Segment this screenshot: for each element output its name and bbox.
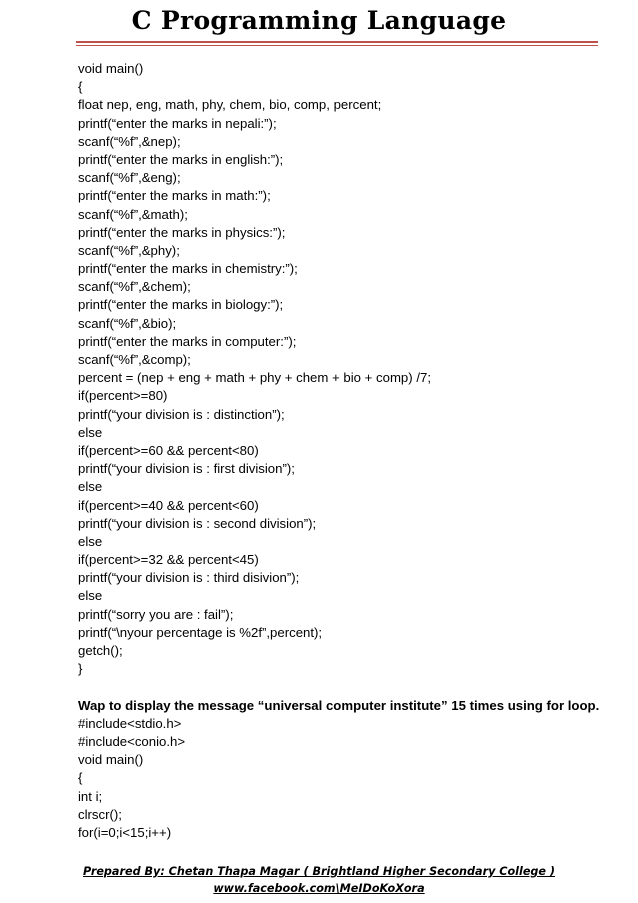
code-line: printf(“enter the marks in computer:”); <box>78 333 297 349</box>
code-line: printf(“your division is : third disivion”); <box>78 570 300 586</box>
code-line: if(percent>=32 && percent<45) <box>78 552 259 568</box>
footer-credit <box>0 863 638 880</box>
code-line: if(percent>=80) <box>78 388 168 404</box>
code-line: int i; <box>78 788 103 804</box>
footer-credit-text: Prepared By: Chetan Thapa Magar ( Brightland Higher Secondary College ) <box>82 865 556 878</box>
code-line: scanf(“%f”,&comp); <box>78 352 191 367</box>
code-line: scanf(“%f”,&phy); <box>78 242 180 258</box>
page-footer <box>0 863 638 897</box>
code-line: #include<stdio.h> <box>78 715 182 731</box>
code-line: scanf(“%f”,&nep); <box>78 133 181 149</box>
code-line: else <box>78 588 103 604</box>
code-line: { <box>78 79 83 95</box>
code-line: if(percent>=40 && percent<60) <box>78 497 259 513</box>
header-rule-thick <box>76 41 598 43</box>
code-line: printf(“enter the marks in math:”); <box>78 188 271 204</box>
code-line: if(percent>=60 && percent<80) <box>78 442 259 458</box>
code-line: #include<conio.h> <box>78 733 186 749</box>
code-line: else <box>78 533 103 549</box>
code-line: printf(“your division is : distinction”); <box>78 406 285 422</box>
code-line: printf(“sorry you are : fail”); <box>78 606 234 622</box>
code-line: printf(“enter the marks in english:”); <box>78 151 284 167</box>
code-line: printf(“enter the marks in physics:”); <box>78 224 286 240</box>
footer-facebook-link[interactable]: www.facebook.com\MeIDoKoXora <box>213 882 425 895</box>
code-line: scanf(“%f”,&eng); <box>78 170 181 186</box>
code-line: void main() <box>78 61 144 76</box>
code-line: clrscr(); <box>78 806 122 822</box>
header-rule-thin <box>76 45 598 46</box>
code-line: getch(); <box>78 643 123 658</box>
document-title: C Programming Language <box>131 6 507 35</box>
code-line: { <box>78 770 83 786</box>
code-line: for(i=0;i<15;i++) <box>78 824 172 840</box>
page-header <box>0 4 638 38</box>
code-line: printf(“enter the marks in chemistry:”); <box>78 261 298 277</box>
code-line: float nep, eng, math, phy, chem, bio, comp, percent; <box>78 97 382 113</box>
code-line: else <box>78 424 103 440</box>
code-line: printf(“\nyour percentage is %2f”,percent); <box>78 624 323 640</box>
code-line: printf(“your division is : second division”); <box>78 515 317 531</box>
code-line: } <box>78 661 83 677</box>
code-line: void main() <box>78 752 144 768</box>
code-line: printf(“your division is : first division”); <box>78 461 295 477</box>
code-line: scanf(“%f”,&chem); <box>78 279 191 295</box>
code-line: scanf(“%f”,&math); <box>78 206 188 222</box>
code-line: printf(“enter the marks in biology:”); <box>78 297 284 313</box>
code-line <box>78 678 618 696</box>
code-line: else <box>78 479 103 495</box>
section-heading: Wap to display the message “universal computer institute” 15 times using for loop. <box>78 697 600 713</box>
footer-link-line <box>0 880 638 897</box>
code-line: printf(“enter the marks in nepali:”); <box>78 115 277 131</box>
code-line: scanf(“%f”,&bio); <box>78 315 177 331</box>
code-line: percent = (nep + eng + math + phy + chem + bio + comp) /7; <box>78 370 431 386</box>
code-listing <box>78 60 618 842</box>
